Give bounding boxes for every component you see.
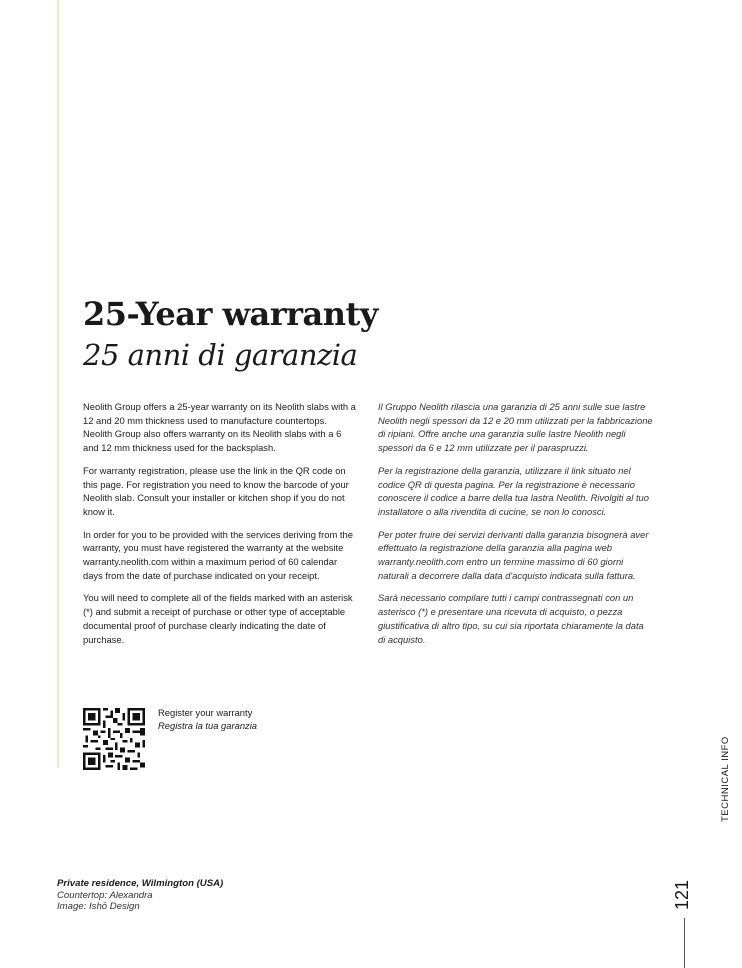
caption-image-credit: Image: Ishō Design: [57, 901, 140, 912]
italian-paragraph: Per poter fruire dei servizi derivanti dalla garanzia bisognerà aver effettuato la registrazione della garanzia alla pagina web warranty.neolith.com entro un termine massimo di 60 giorni naturali a decorrere dalla data d'acquisto indicata sulla fattura.: [378, 528, 649, 581]
italian-paragraph: Il Gruppo Neolith rilascia una garanzia di 25 anni sulle sue lastre Neolith negli spessori da 12 e 20 mm utilizzati per la fabbricazione di ripiani. Offre anche una garanzia sulle lastre Neolith negli spessori da 6 e 12 mm utilizzate per il paraspruzzi.: [378, 401, 653, 454]
title-italian: 25 anni di garanzia: [83, 338, 358, 372]
italian-paragraph: Sarà necessario compilare tutti i campi contrassegnati con un asterisco (*) e presentare una ricevuta di acquisto, o pezza giustificativa di altro tipo, su cui sia riportata chiaramente la data di acquisto.: [378, 592, 644, 645]
italian-paragraph: Per la registrazione della garanzia, utilizzare il link situato nel codice QR di questa pagina. Per la registrazione è necessario conoscere il codice a barre della tua lastra Neolith. Rivolgiti al tuo installatore o alla rivendita di cucine, se non lo conosci.: [378, 464, 649, 517]
page-number: 121: [672, 879, 692, 910]
english-paragraph: Neolith Group offers a 25-year warranty on its Neolith slabs with a 12 and 20 mm thickness used to manufacture countertops. Neolith Group also offers warranty on its Neolith slabs with a 6 and 12 mm thickness used for the backsplash.: [83, 401, 356, 454]
section-side-label: TECHNICAL INFO: [720, 736, 731, 822]
page-number-rule: [684, 918, 685, 968]
caption-countertop: Countertop: Alexandra: [57, 889, 153, 901]
english-paragraph: You will need to complete all of the fields marked with an asterisk (*) and submit a receipt of purchase or other type of acceptable documental proof of purchase clearly indicating the date of purchase.: [83, 592, 353, 645]
english-column: [83, 400, 358, 655]
italian-column: [378, 400, 653, 655]
caption-location: Private residence, Wilmington (USA): [57, 878, 224, 889]
photo-caption: [57, 878, 223, 913]
qr-label: [158, 707, 257, 732]
english-paragraph: In order for you to be provided with the services deriving from the warranty, you must have registered the warranty at the website warranty.neolith.com within a maximum period of 60 calendar days from the date of purchase indicated on your receipt.: [83, 528, 353, 581]
qr-code-icon[interactable]: [83, 708, 145, 770]
title-english: 25-Year warranty: [83, 295, 378, 333]
accent-line: [57, 0, 59, 768]
qr-label-italian: Registra la tua garanzia: [158, 719, 258, 731]
english-paragraph: For warranty registration, please use the link in the QR code on this page. For registration you need to know the barcode of your Neolith slab. Consult your installer or kitchen shop if you do not know it.: [83, 464, 349, 517]
qr-label-english: Register your warranty: [158, 707, 253, 718]
